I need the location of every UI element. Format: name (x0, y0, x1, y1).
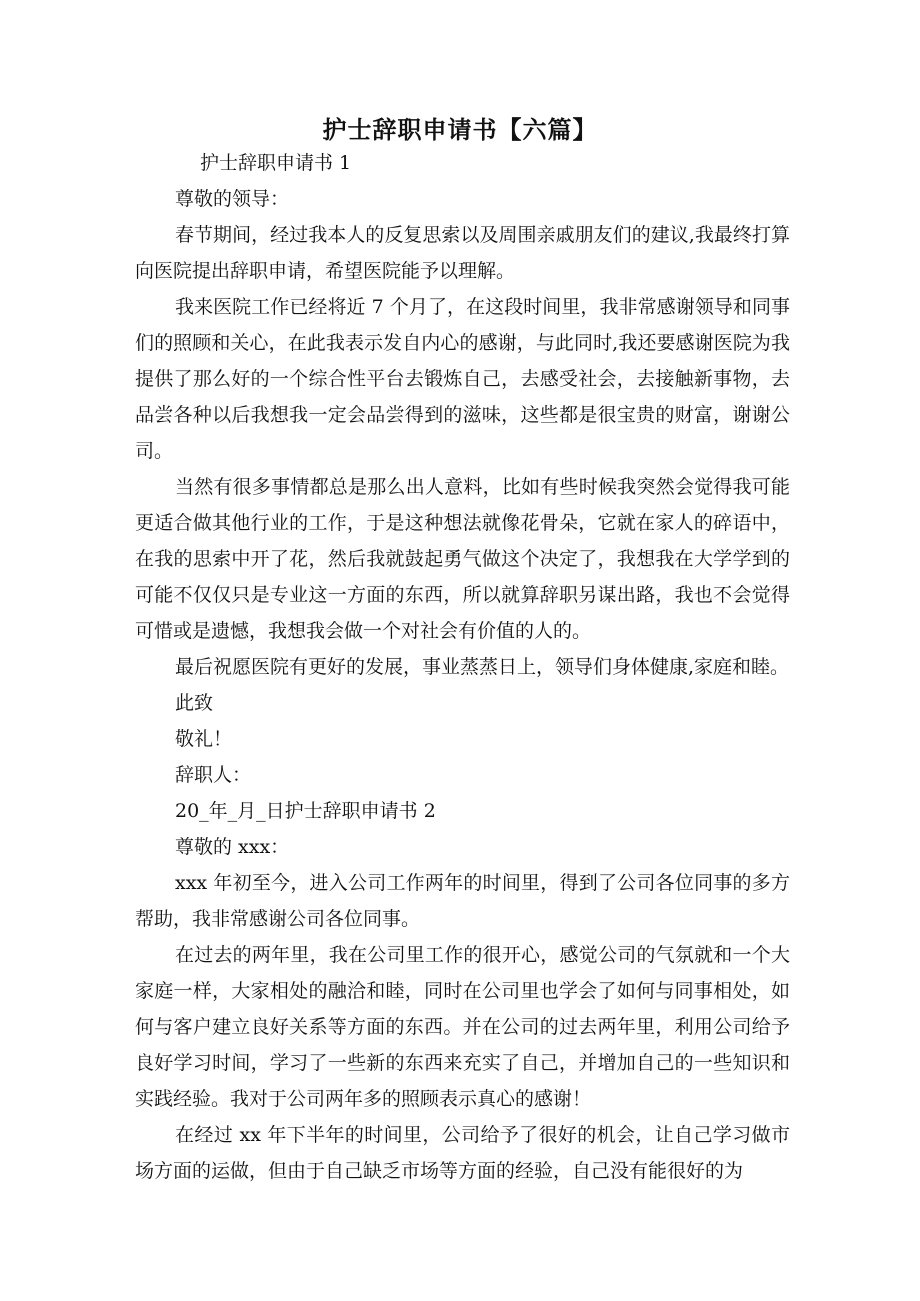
document-title: 护士辞职申请书【六篇】 (322, 116, 598, 144)
letter-1-closing-1: 此致 (175, 692, 214, 714)
letter-2-paragraph-3: 在经过 xx 年下半年的时间里，公司给予了很好的机会，让自己学习做市场方面的运做，但由于自己缺乏市场等方面的经验，自己没有能很好的为 (135, 1124, 790, 1182)
letter-1-heading: 护士辞职申请书 1 (200, 152, 352, 174)
letter-1-closing-2: 敬礼！ (175, 728, 233, 750)
letter-1-paragraph-2: 我来医院工作已经将近 7 个月了，在这段时间里，我非常感谢领导和同事们的照顾和关心，在此我表示发自内心的感谢，与此同时,我还要感谢医院为我提供了那么好的一个综合性平台去锻炼自己，去感受社会，去接触新事物，去品尝各种以后我想我一定会品尝得到的滋味，这些都是很宝贵的财富，谢谢公司。 (135, 296, 790, 462)
letter-1-date-and-letter-2-heading: 20_年_月_日护士辞职申请书 2 (175, 800, 436, 822)
letter-1-paragraph-1: 春节期间，经过我本人的反复思索以及周围亲戚朋友们的建议,我最终打算向医院提出辞职申请，希望医院能予以理解。 (135, 224, 790, 282)
letter-2-salutation: 尊敬的 xxx： (175, 836, 290, 858)
letter-1-salutation: 尊敬的领导： (175, 188, 290, 210)
letter-1-signature: 辞职人： (175, 764, 252, 786)
letter-2-paragraph-2: 在过去的两年里，我在公司里工作的很开心，感觉公司的气氛就和一个大家庭一样，大家相处的融洽和睦，同时在公司里也学会了如何与同事相处，如何与客户建立良好关系等方面的东西。并在公司的过去两年里，利用公司给予良好学习时间，学习了一些新的东西来充实了自己，并增加自己的一些知识和实践经验。我对于公司两年多的照顾表示真心的感谢！ (135, 944, 790, 1110)
letter-1-paragraph-4: 最后祝愿医院有更好的发展，事业蒸蒸日上，领导们身体健康,家庭和睦。 (175, 656, 790, 678)
document-body (135, 145, 790, 1189)
letter-2-paragraph-1: xxx 年初至今，进入公司工作两年的时间里，得到了公司各位同事的多方帮助，我非常感谢公司各位同事。 (135, 872, 790, 930)
letter-1-paragraph-3: 当然有很多事情都总是那么出人意料，比如有些时候我突然会觉得我可能更适合做其他行业的工作，于是这种想法就像花骨朵，它就在家人的碎语中，在我的思索中开了花，然后我就鼓起勇气做这个决定了，我想我在大学学到的可能不仅仅只是专业这一方面的东西，所以就算辞职另谋出路，我也不会觉得可惜或是遗憾，我想我会做一个对社会有价值的人的。 (135, 476, 790, 642)
